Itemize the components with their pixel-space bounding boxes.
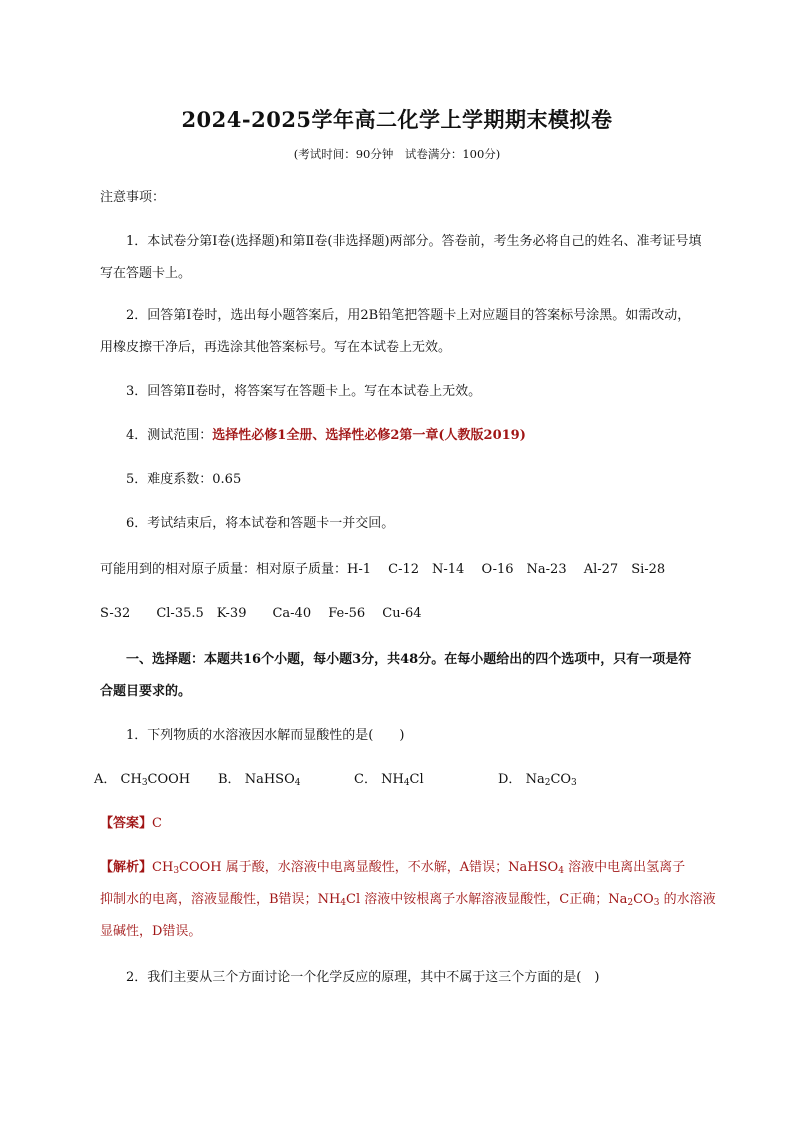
analysis-part-3: 抑制水的电离，溶液显酸性，B错误；: [100, 892, 318, 907]
option-a: A． $CH_3COOH$: [94, 772, 191, 788]
question-2-stem: 2．我们主要从三个方面讨论一个化学反应的原理，其中不属于这三个方面的是( ): [126, 970, 600, 985]
option-d: D． $Na_2CO_3$: [498, 772, 577, 788]
analysis-part-1: 属于酸，水溶液中电离显酸性，不水解，A错误；: [225, 860, 509, 875]
section-1-heading: [100, 644, 725, 708]
option-b-label: B．: [218, 772, 241, 787]
note-item-2: [100, 300, 725, 364]
question-1-stem: 1．下列物质的水溶液因水解而显酸性的是( ): [126, 728, 405, 743]
question-1-analysis: [100, 852, 725, 948]
question-1-answer: [100, 814, 725, 834]
option-a-label: A．: [94, 772, 117, 787]
analysis-label: 【解析】: [100, 860, 153, 875]
note-item-6: 6．考试结束后，将本试卷和答题卡一并交回。: [126, 516, 395, 531]
exam-info: (考试时间：90分钟 试卷满分：100分): [293, 147, 501, 161]
note-item-2-line-1: 2．回答第Ⅰ卷时，选出每小题答案后，用2B铅笔把答题卡上对应题目的答案标号涂黑。如需改动，: [126, 308, 691, 323]
option-c-label: C．: [354, 772, 377, 787]
note-item-4-prefix: 4．测试范围：: [126, 428, 213, 443]
note-item-3: 3．回答第Ⅱ卷时，将答案写在答题卡上。写在本试卷上无效。: [126, 384, 482, 399]
note-item-1-line-2: 写在答题卡上。: [100, 266, 192, 281]
analysis-line-2: 抑制水的电离，溶液显酸性，B错误；$NH_4Cl$ 溶液中铵根离子水解溶液显酸性，C正确；$Na_2CO_3$ 的水溶液: [100, 892, 716, 908]
section-1-heading-line-1: 一、选择题：本题共16个小题，每小题3分，共48分。在每小题给出的四个选项中，只有一项是符: [126, 652, 692, 667]
note-item-1: [100, 226, 725, 290]
analysis-part-4: 溶液中铵根离子水解溶液显酸性，C正确；: [364, 892, 609, 907]
test-scope: 选择性必修1全册、选择性必修2第一章(人教版2019): [212, 428, 526, 443]
option-b: B． NaHSO$_4$: [218, 772, 301, 788]
analysis-line-1: 【解析】$CH_3COOH$ 属于酸，水溶液中电离显酸性，不水解，A错误；NaHSO$_4$ 溶液中电离出氢离子: [100, 860, 686, 876]
analysis-part-5: 的水溶液: [663, 892, 716, 907]
note-item-2-line-2: 用橡皮擦干净后，再选涂其他答案标号。写在本试卷上无效。: [100, 340, 452, 355]
page-title: 2024-2025学年高二化学上学期期末模拟卷: [181, 107, 613, 132]
analysis-part-6: 显碱性，D错误。: [100, 924, 202, 939]
option-d-label: D．: [498, 772, 522, 787]
answer-label: 【答案】: [100, 816, 153, 831]
analysis-line-3: [100, 916, 725, 948]
notes-heading: 注意事项：: [100, 190, 166, 205]
question-1-options: [94, 770, 719, 790]
option-c: C． $NH_4Cl$: [354, 772, 424, 788]
answer-value: C: [152, 816, 162, 831]
atomic-masses-line-1: 可能用到的相对原子质量：相对原子质量：H-1 C-12 N-14 O-16 Na-23 Al-27 Si-28: [100, 562, 666, 577]
note-item-5: 5．难度系数：0.65: [126, 472, 242, 487]
note-item-4: [126, 426, 751, 446]
analysis-part-2: 溶液中电离出氢离子: [568, 860, 686, 875]
section-1-heading-line-2: 合题目要求的。: [100, 684, 192, 699]
atomic-masses-line-2: S-32 Cl-35.5 K-39 Ca-40 Fe-56 Cu-64: [100, 606, 422, 621]
note-item-1-line-1: 1．本试卷分第Ⅰ卷(选择题)和第Ⅱ卷(非选择题)两部分。答卷前，考生务必将自己的姓名、准考证号填: [126, 234, 702, 249]
